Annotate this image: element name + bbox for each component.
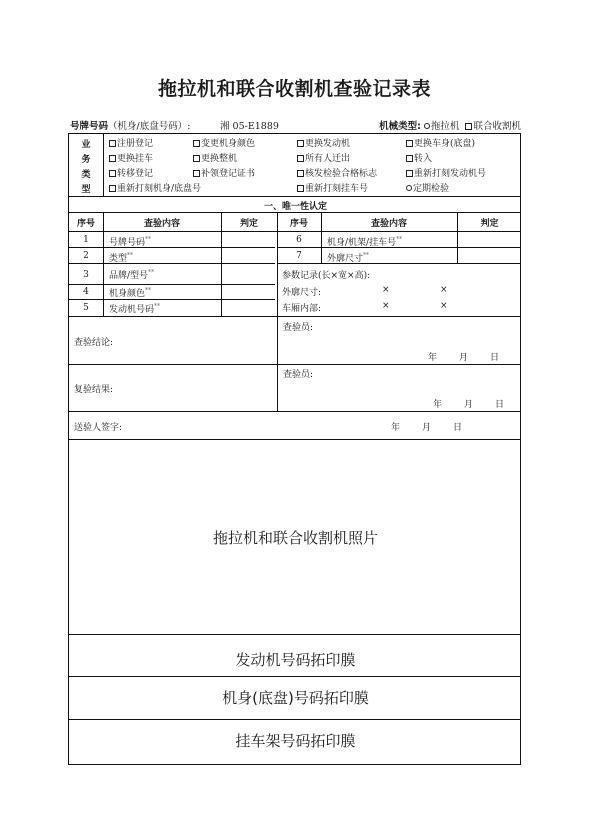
- checkbox-icon[interactable]: [193, 170, 200, 177]
- header-judge-left: 判定: [239, 219, 258, 229]
- sender-day: 日: [453, 423, 463, 433]
- item-frame-number: 机身/机架/挂车号**: [327, 236, 403, 248]
- id-line: [70, 118, 521, 132]
- item-engine-number: 发动机号码**: [109, 303, 161, 315]
- item-plate-number: 号牌号码**: [109, 236, 152, 248]
- opt-issue-mark[interactable]: 核发检验合格标志: [297, 166, 377, 179]
- item-outer-size: 外廓尺寸**: [327, 252, 370, 264]
- conclusion-label: 查验结论:: [74, 338, 114, 348]
- sender-year: 年: [391, 423, 401, 433]
- section-unique-title: 一、唯一性认定: [263, 202, 327, 212]
- opt-change-color[interactable]: 变更机身颜色: [193, 136, 255, 149]
- params-outer-x1[interactable]: ×: [382, 285, 390, 295]
- engine-rubbing-label: 发动机号码拓印膜: [235, 651, 356, 669]
- trailer-rubbing-label: 挂车架号码拓印膜: [235, 732, 356, 750]
- sender-month: 月: [422, 423, 432, 433]
- header-seq-right: 序号: [289, 219, 308, 229]
- conclusion-inspector-label: 查验员:: [283, 323, 314, 333]
- checkbox-icon[interactable]: [109, 170, 116, 177]
- header-content-left: 查验内容: [143, 219, 180, 229]
- opt-tractor: 拖拉机: [430, 121, 460, 132]
- checkbox-icon[interactable]: [406, 155, 413, 162]
- plate-value[interactable]: 湘 05-E1889: [220, 121, 279, 132]
- opt-harvester: 联合收割机: [473, 121, 521, 132]
- item-seq-1: 1: [83, 235, 89, 245]
- checkbox-icon[interactable]: [406, 170, 413, 177]
- item-seq-4: 4: [83, 287, 89, 297]
- checkbox-icon[interactable]: [297, 155, 304, 162]
- checkbox-icon[interactable]: [297, 170, 304, 177]
- conclusion-month: 月: [459, 353, 469, 363]
- item-body-color: 机身颜色**: [109, 287, 152, 299]
- opt-transfer-in[interactable]: 转入: [406, 151, 432, 164]
- recheck-month: 月: [464, 400, 474, 410]
- checkbox-icon[interactable]: [406, 140, 413, 147]
- plate-label: 号牌号码: [70, 121, 109, 132]
- opt-change-whole[interactable]: 更换整机: [193, 151, 237, 164]
- opt-periodic-inspection[interactable]: 定期检验: [406, 181, 449, 194]
- opt-register[interactable]: 注册登记: [109, 136, 153, 149]
- checkbox-icon[interactable]: [297, 140, 304, 147]
- checkbox-icon[interactable]: [193, 155, 200, 162]
- business-label-3: 类: [81, 170, 91, 180]
- checkbox-icon[interactable]: [193, 140, 200, 147]
- conclusion-day: 日: [490, 353, 500, 363]
- page-title: 拖拉机和联合收割机查验记录表: [157, 78, 431, 100]
- item-seq-6: 6: [296, 235, 302, 245]
- checkbox-icon[interactable]: [109, 140, 116, 147]
- params-title: 参数记录(长×宽×高):: [282, 271, 371, 281]
- params-inner-x1[interactable]: ×: [382, 301, 390, 311]
- business-label-1: 业: [81, 140, 91, 150]
- machine-type-label: 机械类型:: [379, 121, 421, 132]
- recheck-label: 复验结果:: [74, 385, 114, 395]
- header-content-right: 查验内容: [370, 219, 407, 229]
- item-brand-model: 品牌/型号**: [109, 269, 155, 281]
- item-seq-5: 5: [83, 303, 89, 313]
- checkbox-icon[interactable]: [109, 155, 116, 162]
- item-seq-3: 3: [83, 270, 89, 280]
- radio-circle-icon[interactable]: [406, 185, 412, 191]
- recheck-year: 年: [433, 400, 443, 410]
- opt-change-engine[interactable]: 更换发动机: [297, 136, 350, 149]
- checkbox-icon[interactable]: [465, 123, 472, 130]
- frame-rubbing-label: 机身(底盘)号码拓印膜: [222, 689, 369, 707]
- checkbox-icon[interactable]: [297, 185, 304, 192]
- radio-circle-icon[interactable]: [424, 123, 430, 129]
- item-seq-7: 7: [296, 251, 302, 261]
- params-inner-label: 车厢内部:: [282, 304, 322, 314]
- sender-signature-label: 送验人签字:: [74, 423, 123, 433]
- item-type: 类型**: [109, 252, 134, 264]
- machine-type: [379, 118, 521, 132]
- params-inner-x2[interactable]: ×: [440, 301, 448, 311]
- opt-reengrave-engine[interactable]: 重新打刻发动机号: [406, 166, 486, 179]
- header-seq-left: 序号: [76, 219, 95, 229]
- opt-change-trailer[interactable]: 更换挂车: [109, 151, 153, 164]
- recheck-inspector-label: 查验员:: [283, 370, 314, 380]
- params-outer-label: 外廓尺寸:: [282, 288, 322, 298]
- checkbox-icon[interactable]: [109, 185, 116, 192]
- plate-paren-label: （机身/底盘号码）:: [108, 121, 191, 132]
- photo-area-label: 拖拉机和联合收割机照片: [212, 529, 378, 547]
- recheck-day: 日: [495, 400, 505, 410]
- business-label-2: 务: [81, 155, 91, 165]
- item-seq-2: 2: [83, 251, 89, 261]
- header-judge-right: 判定: [480, 219, 499, 229]
- params-outer-x2[interactable]: ×: [440, 285, 448, 295]
- opt-transfer-register[interactable]: 转移登记: [109, 166, 153, 179]
- opt-reengrave-trailer[interactable]: 重新打刻挂车号: [297, 181, 368, 194]
- opt-reengrave-body[interactable]: 重新打刻机身/底盘号: [109, 181, 201, 194]
- opt-owner-out[interactable]: 所有人迁出: [297, 151, 350, 164]
- record-form: [68, 133, 521, 765]
- business-label-4: 型: [81, 185, 91, 195]
- opt-reissue-cert[interactable]: 补领登记证书: [193, 166, 255, 179]
- conclusion-year: 年: [428, 353, 438, 363]
- opt-change-body[interactable]: 更换车身(底盘): [406, 136, 475, 149]
